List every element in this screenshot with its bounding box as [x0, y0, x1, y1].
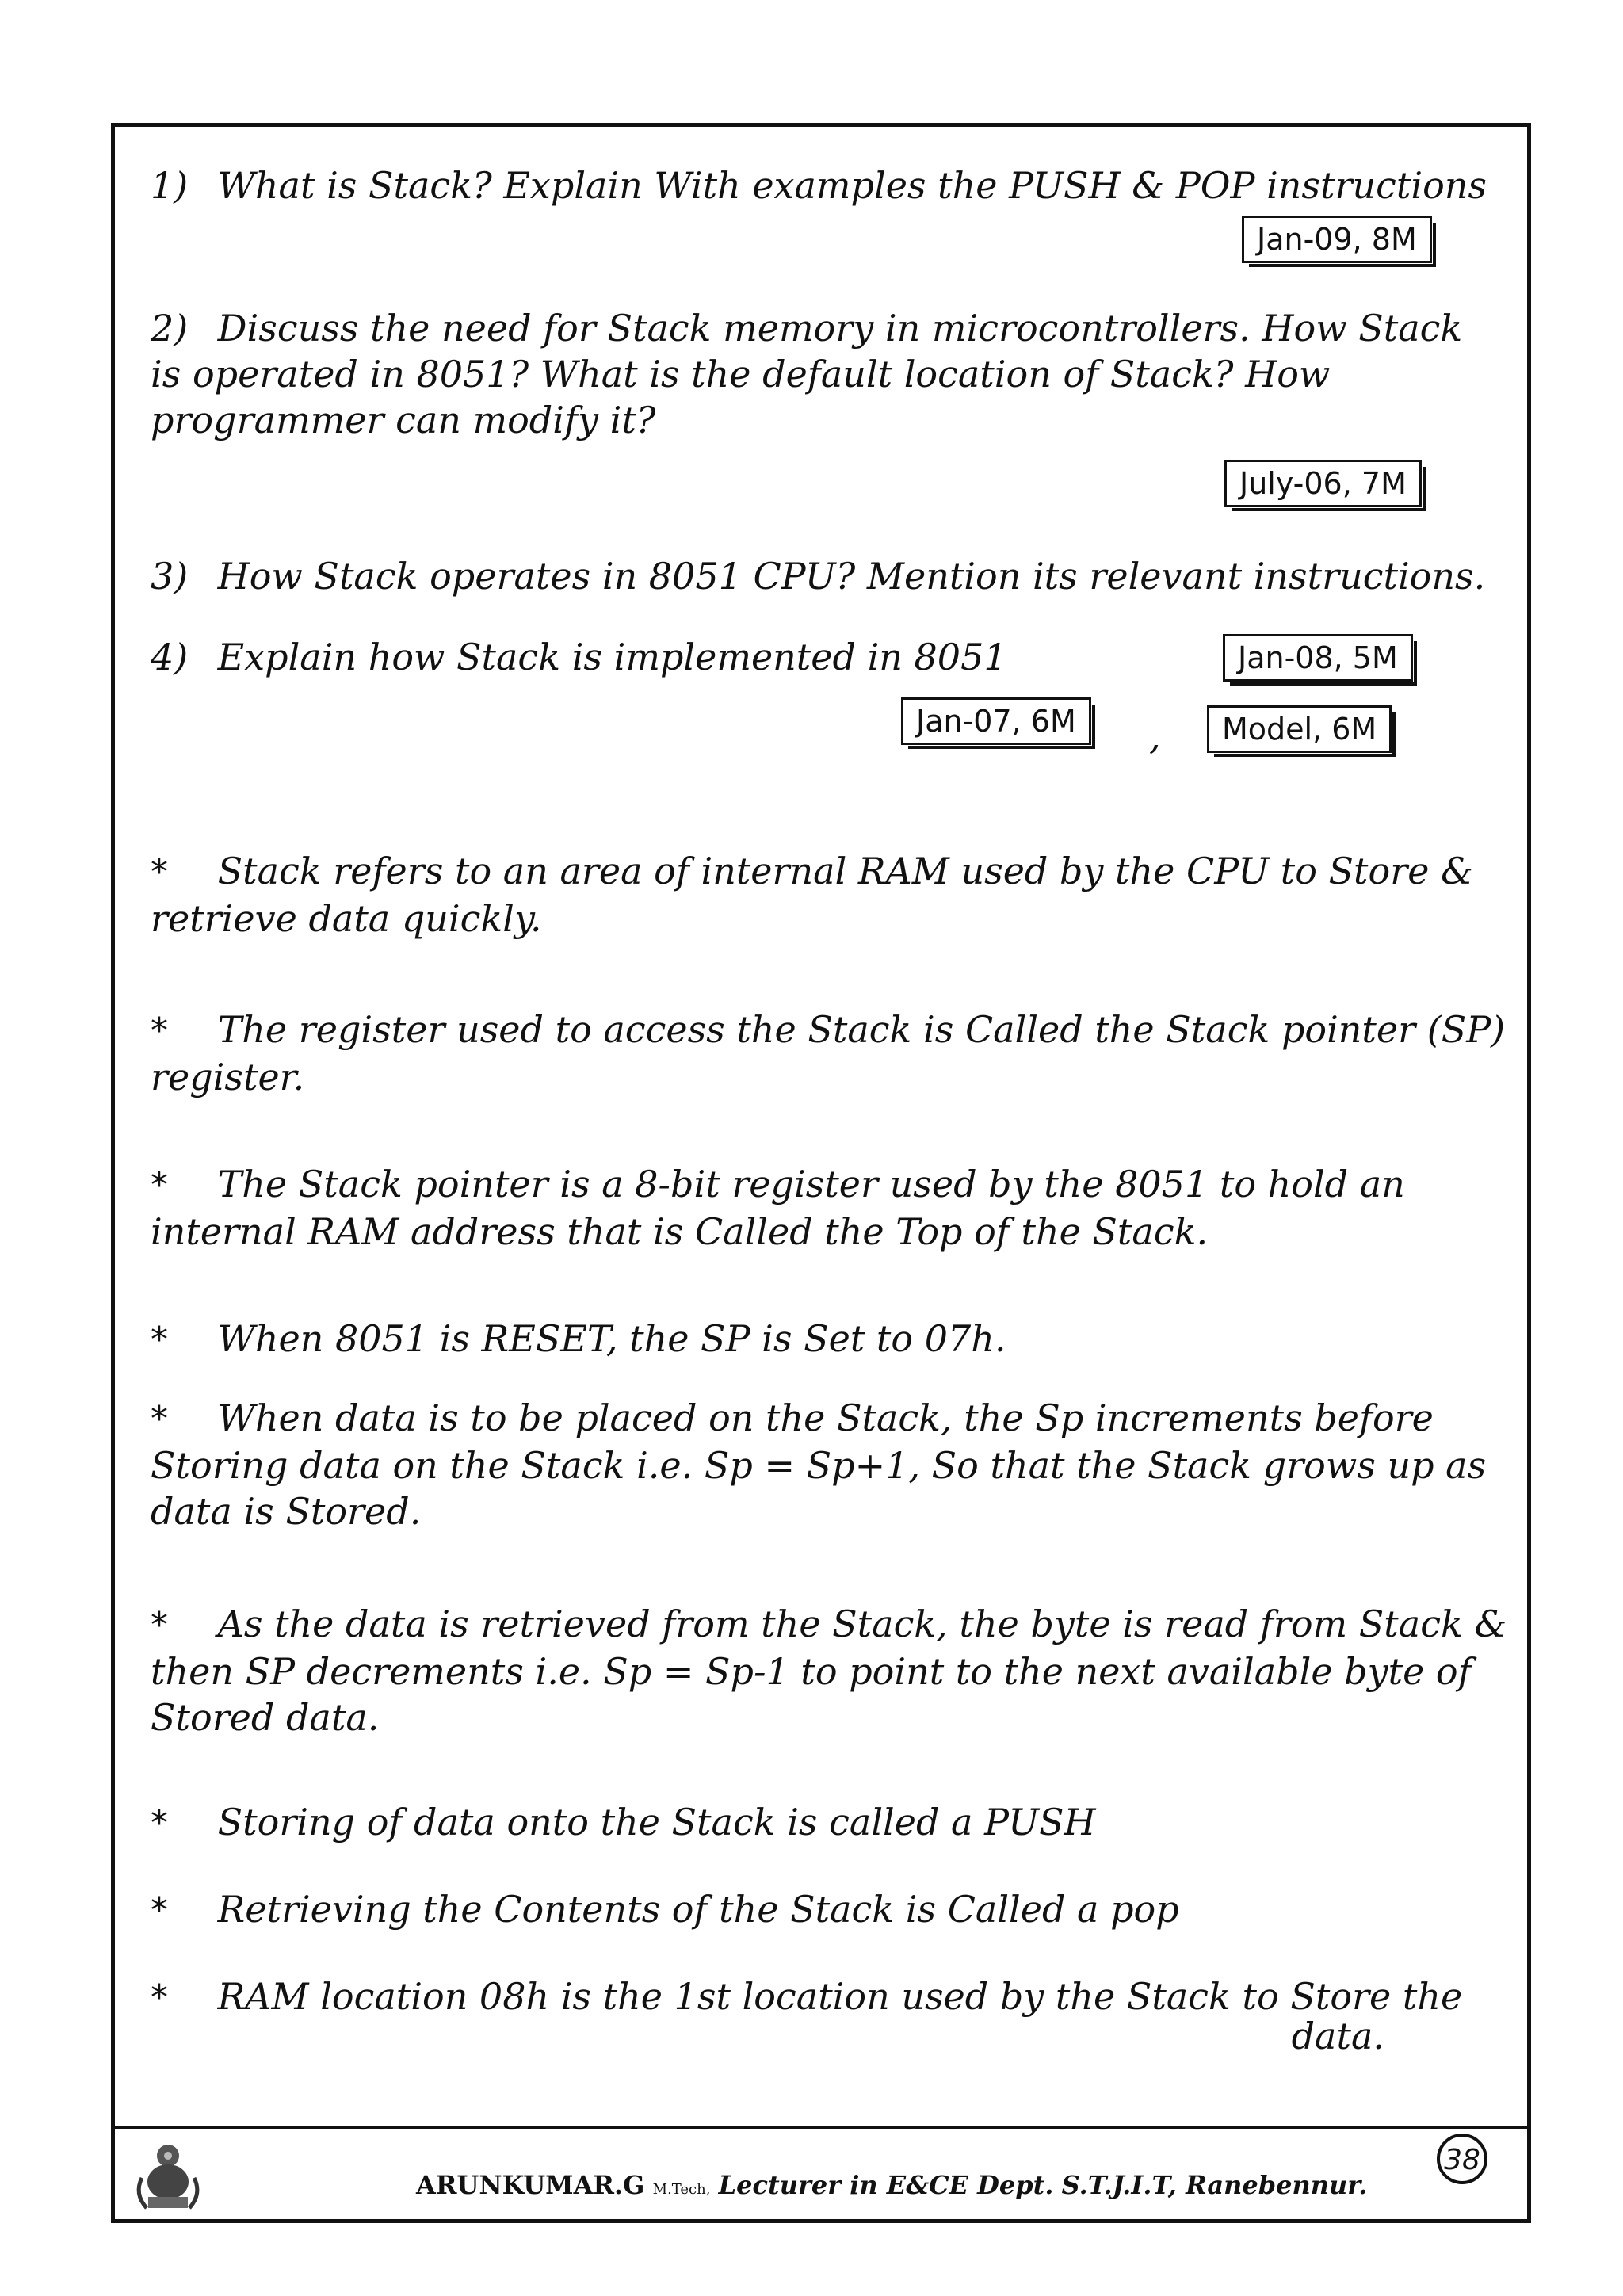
point-text: RAM location 08h is the 1st location used by the Stack to Store the: [217, 1975, 1463, 2018]
question-3: [151, 553, 1514, 599]
point-text: The Stack pointer is a 8-bit register used by the 8051 to hold an internal RAM address that is Called the Top of the Stack.: [151, 1163, 1405, 1253]
exam-tag: Jan-09, 8M: [1242, 216, 1432, 263]
point-text: When data is to be placed on the Stack, the Sp increments before Storing data on the Stack i.e. Sp = Sp+1, So that the Stack grows up as data is Stored.: [151, 1396, 1487, 1533]
point-text: Retrieving the Contents of the Stack is Called a pop: [217, 1888, 1179, 1931]
bullet-point: [151, 1161, 1514, 1255]
exam-tag: Jan-07, 6M: [901, 697, 1091, 745]
star-bullet-icon: *: [151, 1320, 168, 1360]
question-text: How Stack operates in 8051 CPU? Mention its relevant instructions.: [217, 555, 1486, 598]
author-role: Lecturer in E&CE Dept.: [718, 2170, 1054, 2200]
question-text: Explain how Stack is implemented in 8051: [217, 636, 1007, 678]
question-1: [151, 162, 1514, 208]
page-number: 38: [1437, 2134, 1487, 2184]
star-bullet-icon: *: [151, 1803, 168, 1843]
question-text: What is Stack? Explain With examples the PUSH & POP instructions: [217, 164, 1487, 207]
footer-credit: [416, 2170, 1367, 2200]
question-2: [151, 305, 1498, 443]
deity-logo-icon: [131, 2138, 205, 2213]
star-bullet-icon: *: [151, 1605, 168, 1645]
question-number: 4): [151, 636, 189, 678]
star-bullet-icon: *: [151, 1010, 168, 1051]
bullet-point: [151, 1007, 1514, 1100]
point-text: Storing of data onto the Stack is called a PUSH: [217, 1801, 1096, 1843]
star-bullet-icon: *: [151, 1165, 168, 1205]
page-frame: [111, 123, 1531, 2223]
author-institution: S.T.J.I.T, Ranebennur.: [1061, 2170, 1368, 2200]
bullet-point: [151, 1316, 1514, 1363]
star-bullet-icon: *: [151, 1399, 168, 1439]
question-4: [151, 634, 1102, 680]
page-content: [115, 127, 1527, 2132]
point-continuation: data.: [1291, 2015, 1384, 2057]
bullet-point: [151, 1601, 1514, 1740]
bullet-point: [151, 1395, 1514, 1534]
bullet-point: [151, 1886, 1514, 1934]
author-name: ARUNKUMAR.G: [416, 2170, 645, 2200]
exam-tag: July-06, 7M: [1224, 460, 1422, 507]
point-text: When 8051 is RESET, the SP is Set to 07h.: [217, 1317, 1006, 1360]
star-bullet-icon: *: [151, 1977, 168, 2018]
point-text: Stack refers to an area of internal RAM used by the CPU to Store & retrieve data quickly.: [151, 850, 1474, 940]
page-footer: [115, 2126, 1527, 2219]
question-number: 1): [151, 164, 189, 207]
bullet-point: [151, 848, 1514, 942]
author-degree: M.Tech,: [652, 2181, 711, 2198]
star-bullet-icon: *: [151, 1890, 168, 1931]
point-text: The register used to access the Stack is Called the Stack pointer (SP) register.: [151, 1008, 1506, 1098]
bullet-point: [151, 1799, 1514, 1847]
question-number: 2): [151, 307, 189, 350]
star-bullet-icon: *: [151, 852, 168, 892]
question-number: 3): [151, 555, 189, 598]
tag-separator: ,: [1149, 715, 1161, 758]
point-text: As the data is retrieved from the Stack, the byte is read from Stack & then SP decrements i.e. Sp = Sp-1 to point to the next available byte of Stored data.: [151, 1603, 1507, 1739]
exam-tag: Jan-08, 5M: [1223, 634, 1413, 682]
question-text: Discuss the need for Stack memory in microcontrollers. How Stack is operated in 8051? What is the default location of Stack? How programmer can modify it?: [151, 307, 1463, 441]
exam-tag: Model, 6M: [1207, 705, 1392, 753]
